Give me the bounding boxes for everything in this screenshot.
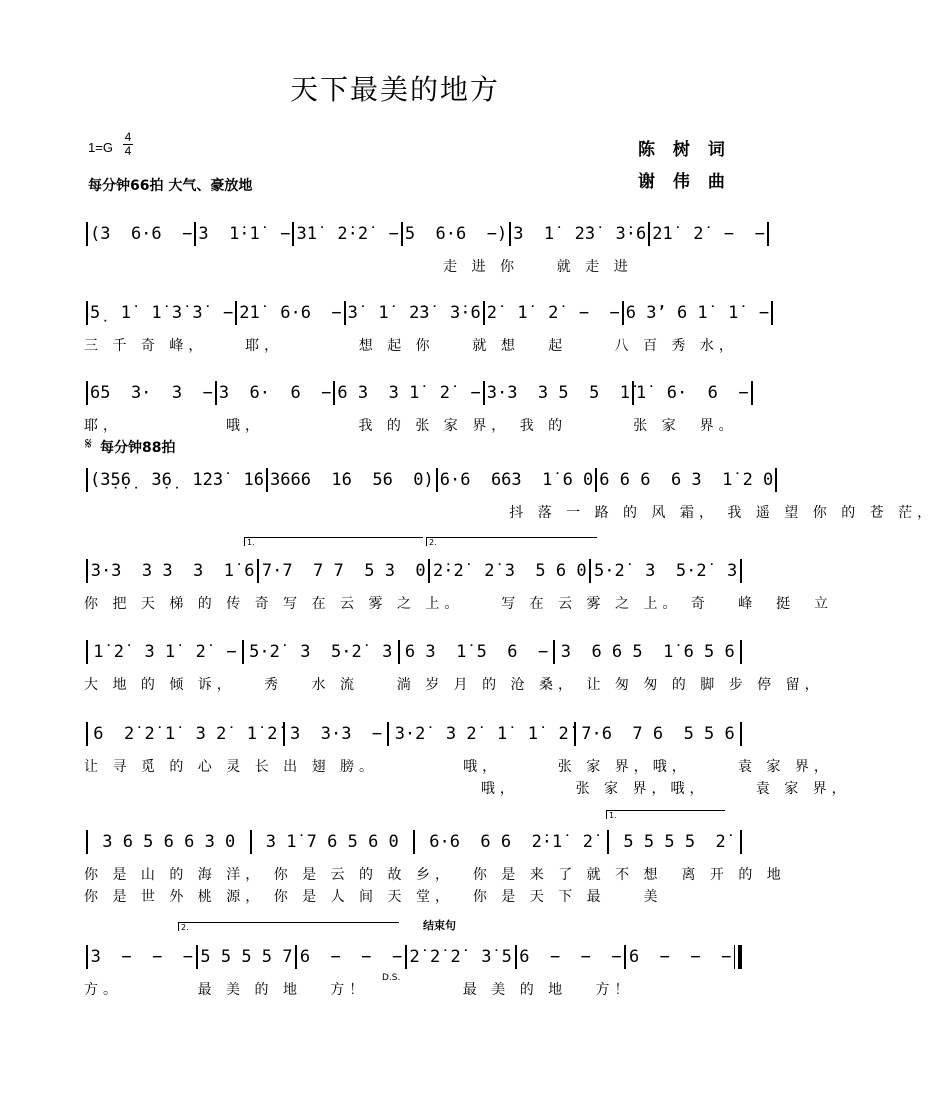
lyrics-line: 你 是 世 外 桃 源， 你 是 人 间 天 堂， 你 是 天 下 最 美 — [84, 889, 663, 905]
measure: 5 6·6 −) — [404, 224, 508, 244]
measure: 2̇·2̇ 2̇ 3 5 6 0 — [433, 561, 587, 581]
tempo-marking: 每分钟66拍 大气、豪放地 — [88, 178, 253, 194]
measure: 6 3 1̇ 5 6 − — [404, 642, 549, 662]
measure: 6 − − − — [628, 947, 732, 967]
staff-row — [0, 820, 790, 905]
lyrics-line: 抖 落 一 路 的 风 霜， 我 遥 望 你 的 苍 茫， — [84, 505, 936, 521]
lyrics-line: 走 进 你 就 走 进 — [84, 259, 633, 275]
notation-line — [86, 640, 742, 664]
song-title: 天下最美的地方 — [289, 73, 500, 106]
measure: 5·2̇ 3 5·2̇ 3 — [593, 561, 738, 581]
tempo-marking-2: 每分钟88拍 — [100, 440, 176, 456]
measure: 6 − − − — [299, 947, 403, 967]
measure: 65 3· 3 − — [90, 383, 213, 403]
notation-line — [86, 301, 770, 325]
measure: (3̣5̣6̣ 3̣6̣ 1̇2̇3̇ 1̇6 — [90, 470, 264, 490]
measure: 1̇ 6· 6 − — [636, 383, 749, 403]
barline — [740, 559, 742, 583]
notation-line — [86, 830, 742, 854]
measure: 6 3̇ʼ 6 1̇ 1̇ − — [625, 303, 770, 323]
measure: 3 1̇·1̇ − — [198, 224, 291, 244]
lyrics-line: 哦， 张 家 界，哦， 袁 家 界， — [84, 781, 851, 797]
ds-marking: D.S. — [382, 973, 401, 983]
measure: 3 6· 6 − — [218, 383, 332, 403]
measure: 6·6 6 6 2̇·1̇ 2̇ — [429, 832, 593, 852]
notation-line — [86, 222, 765, 246]
measure: 2̇ 2̇ 2̇ 3̇ 5 — [409, 947, 512, 967]
measure: 5̣ 1̇ 1̇ 3̇ 3̇ − — [90, 303, 234, 323]
measure: 3 1̇ 7 6 5 6 0 — [265, 832, 399, 852]
measure: 3·3 3 3 3 1̇ 6 — [90, 561, 255, 581]
barline — [740, 722, 742, 746]
volta-first-b: 1. — [606, 810, 725, 819]
lyrics-line: 耶， 哦， 我 的 张 家 界， 我 的 张 家 界。 — [84, 418, 738, 434]
measure: 7·7 7 7 5 3 0 — [261, 561, 426, 581]
barline — [767, 222, 769, 246]
segno-icon: 𝄋 — [85, 434, 92, 453]
notation-line — [86, 945, 742, 969]
measure: 3 3·3 − — [290, 724, 383, 744]
measure: 6 − − − — [519, 947, 622, 967]
staff-row — [0, 549, 834, 629]
time-top: 4 — [124, 130, 132, 144]
measure: (3 6·6 − — [90, 224, 193, 244]
measure: 6 6 6 6 3 1̇ 2 0 — [599, 470, 774, 490]
measure: 2̇1̇ 2̇ − − — [652, 224, 765, 244]
measure: 5 5 5 5 7 — [200, 947, 293, 967]
volta-first: 1. — [244, 537, 423, 546]
lyrics-line: 让 寻 觅 的 心 灵 长 出 翅 膀。 哦， 张 家 界，哦， 袁 家 界， — [84, 759, 833, 775]
measure: 3 1̇ 2̇3̇ 3̇·6 — [513, 224, 647, 244]
lyrics-line: 大 地 的 倾 诉， 秀 水 流 淌 岁 月 的 沧 桑， 让 匆 匆 的 脚 步 停 留， — [84, 677, 824, 693]
measure: 7·6 7 6 5 5 6 — [581, 724, 735, 744]
lyrics-line: 三 千 奇 峰， 耶， 想 起 你 就 想 起 八 百 秀 水， — [84, 338, 738, 354]
barline — [771, 301, 773, 325]
staff-row — [0, 212, 790, 292]
measure: 3666 1̇6 56 0) — [270, 470, 434, 490]
measure: 5 5 5 5 2̇ — [623, 832, 726, 852]
notation-line — [86, 559, 742, 583]
measure: 2̇1̇ 6·6 − — [239, 303, 342, 323]
composer-credit: 谢 伟 曲 — [638, 172, 731, 192]
notation-line — [86, 381, 749, 405]
measure: 2̇ 1̇ 2̇ − − — [486, 303, 620, 323]
measure: 3 6 6 5 1̇ 6 5 6 — [560, 642, 735, 662]
time-bottom: 4 — [124, 144, 132, 158]
measure: 6·6 663 1̇ 6 0 — [439, 470, 594, 490]
measure: 5·2̇ 3 5·2̇ 3 — [249, 642, 393, 662]
lyrics-line: 你 是 山 的 海 洋， 你 是 云 的 故 乡， 你 是 来 了 就 不 想 离 开 的 地 — [84, 867, 786, 883]
measure: 3·2̇ 3 2̇ 1̇ 1̇ 2̇ — [394, 724, 569, 744]
notation-line — [86, 722, 742, 746]
staff-row — [0, 371, 790, 451]
volta-second: 2. — [426, 537, 597, 546]
notation-line — [86, 468, 774, 492]
barline — [734, 945, 742, 969]
key-signature: 1=G — [88, 140, 113, 155]
volta-second-b: 2. — [178, 922, 399, 931]
measure: 6 2̇ 2̇ 1̇ 3 2̇ 1̇ 2̇ — [93, 724, 278, 744]
staff-row — [0, 630, 824, 710]
barline — [751, 381, 753, 405]
measure: 1̇ 2̇ 3 1̇ 2̇ − — [93, 642, 237, 662]
staff-row — [0, 712, 851, 797]
lyricist-credit: 陈 树 词 — [638, 140, 731, 160]
lyrics-line: 方。 最 美 的 地 方！ 最 美 的 地 方！ — [84, 982, 634, 998]
measure: 3̇1̇ 2̇·2̇ − — [296, 224, 399, 244]
ending-tag: 结束句 — [420, 917, 459, 933]
measure: 3·3 3 5 5 1̇ — [486, 383, 631, 403]
barline — [775, 468, 777, 492]
staff-row — [0, 291, 790, 371]
measure: 3̇ 1̇ 2̇3̇ 3̇·6 — [347, 303, 481, 323]
measure: 3 − − − — [90, 947, 194, 967]
barline — [740, 640, 742, 664]
measure: 3 6 5 6 6 3 0 — [102, 832, 236, 852]
lyrics-line: 你 把 天 梯 的 传 奇 写 在 云 雾 之 上。 写 在 云 雾 之 上。 奇 峰 挺 立 — [84, 596, 834, 612]
time-signature — [123, 131, 133, 158]
measure: 6 3 3 1̇ 2̇ − — [337, 383, 481, 403]
staff-row — [0, 458, 936, 538]
barline — [740, 830, 742, 854]
